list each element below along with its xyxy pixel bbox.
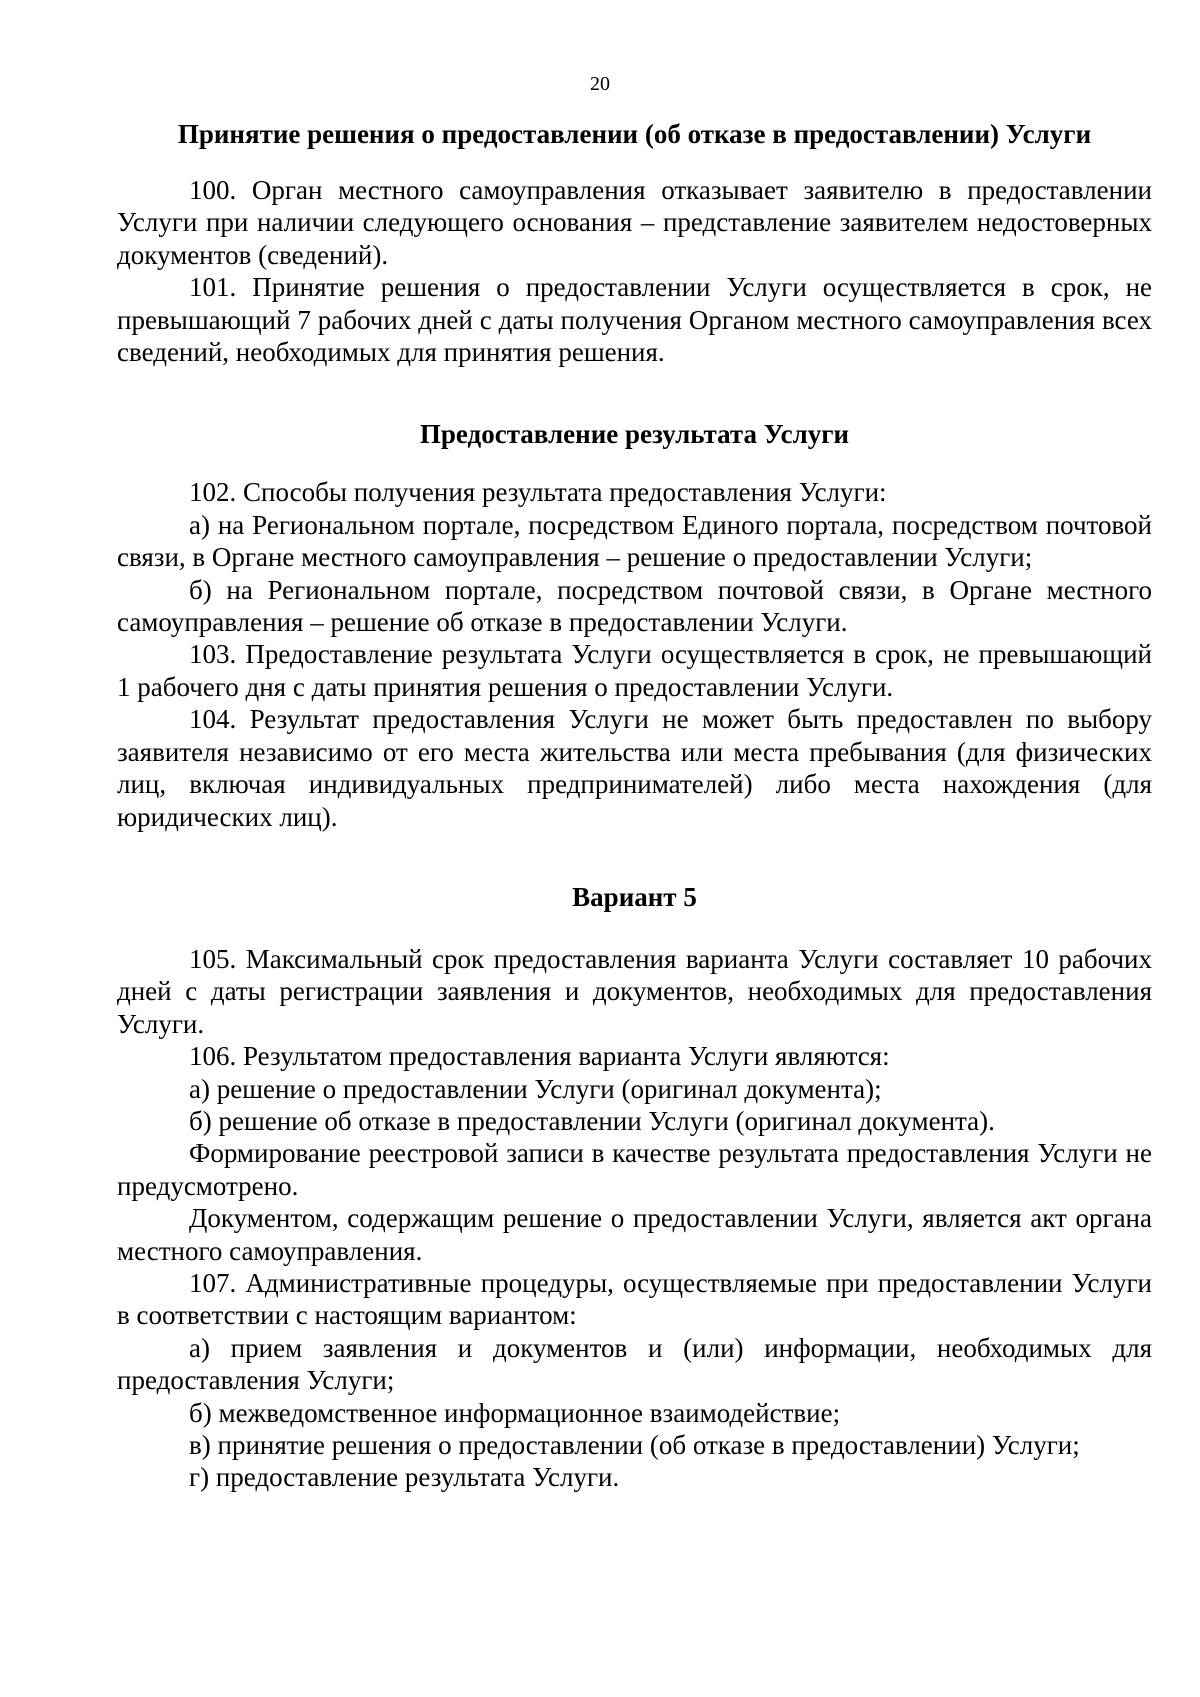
document-body (117, 118, 1152, 1494)
paragraph-103: 103. Предоставление результата Услуги осуществляется в срок, не превышающий 1 рабочего дня с даты принятия решения о предоставлении Услуги. (117, 639, 1152, 702)
paragraph-106-b: б) решение об отказе в предоставлении Услуги (оригинал документа). (189, 1105, 995, 1136)
paragraph-102-b: б) на Региональном портале, посредством почтовой связи, в Органе местного самоуправления – решение об отказе в предоставлении Услуги. (117, 574, 1152, 638)
paragraph-100: 100. Орган местного самоуправления отказывает заявителю в предоставлении Услуги при наличии следующего основания – представление заявителем недостоверных документов (сведений). (117, 175, 1152, 270)
paragraph-102: 102. Способы получения результата предоставления Услуги: (189, 477, 887, 508)
paragraph-107-a: а) прием заявления и документов и (или) информации, необходимых для предоставления Услуги; (117, 1332, 1152, 1396)
paragraph-registry-note: Формирование реестровой записи в качестве результата предоставления Услуги не предусмотрено. (117, 1138, 1152, 1201)
paragraph-107-b: б) межведомственное информационное взаимодействие; (189, 1397, 841, 1428)
section-result (117, 476, 1152, 832)
heading-result: Предоставление результата Услуги (419, 419, 850, 450)
section-variant (117, 943, 1152, 1494)
paragraph-102-a: а) на Региональном портале, посредством Единого портала, посредством почтовой связи, в Органе местного самоуправления – решение о предоставлении Услуги; (117, 509, 1152, 573)
paragraph-107-v: в) принятие решения о предоставлении (об отказе в предоставлении) Услуги; (189, 1430, 1080, 1460)
paragraph-101: 101. Принятие решения о предоставлении Услуги осуществляется в срок, не превышающий 7 рабочих дней с даты получения Органом местного самоуправления всех сведений, необходимых для принятия решения. (117, 272, 1152, 368)
heading-variant: Вариант 5 (572, 881, 697, 912)
paragraph-104: 104. Результат предоставления Услуги не может быть предоставлен по выбору заявителя независимо от его места жительства или места пребывания (для физических лиц, включая индивидуальных предпринимателей) либо места нахождения (для юридических лиц). (117, 704, 1152, 832)
paragraph-106-a: а) решение о предоставлении Услуги (оригинал документа); (189, 1073, 882, 1104)
paragraph-107: 107. Административные процедуры, осуществляемые при предоставлении Услуги в соответствии с настоящим вариантом: (117, 1267, 1152, 1331)
section-decision (117, 174, 1152, 368)
paragraph-105: 105. Максимальный срок предоставления варианта Услуги составляет 10 рабочих дней с даты регистрации заявления и документов, необходимых для предоставления Услуги. (117, 943, 1152, 1039)
paragraph-106: 106. Результатом предоставления варианта Услуги являются: (189, 1041, 890, 1072)
paragraph-107-g: г) предоставление результата Услуги. (189, 1462, 620, 1493)
heading-decision: Принятие решения о предоставлении (об отказе в предоставлении) Услуги (177, 119, 1092, 149)
page-number: 20 (590, 73, 610, 95)
paragraph-act-note: Документом, содержащим решение о предоставлении Услуги, является акт органа местного самоуправления. (117, 1203, 1152, 1266)
